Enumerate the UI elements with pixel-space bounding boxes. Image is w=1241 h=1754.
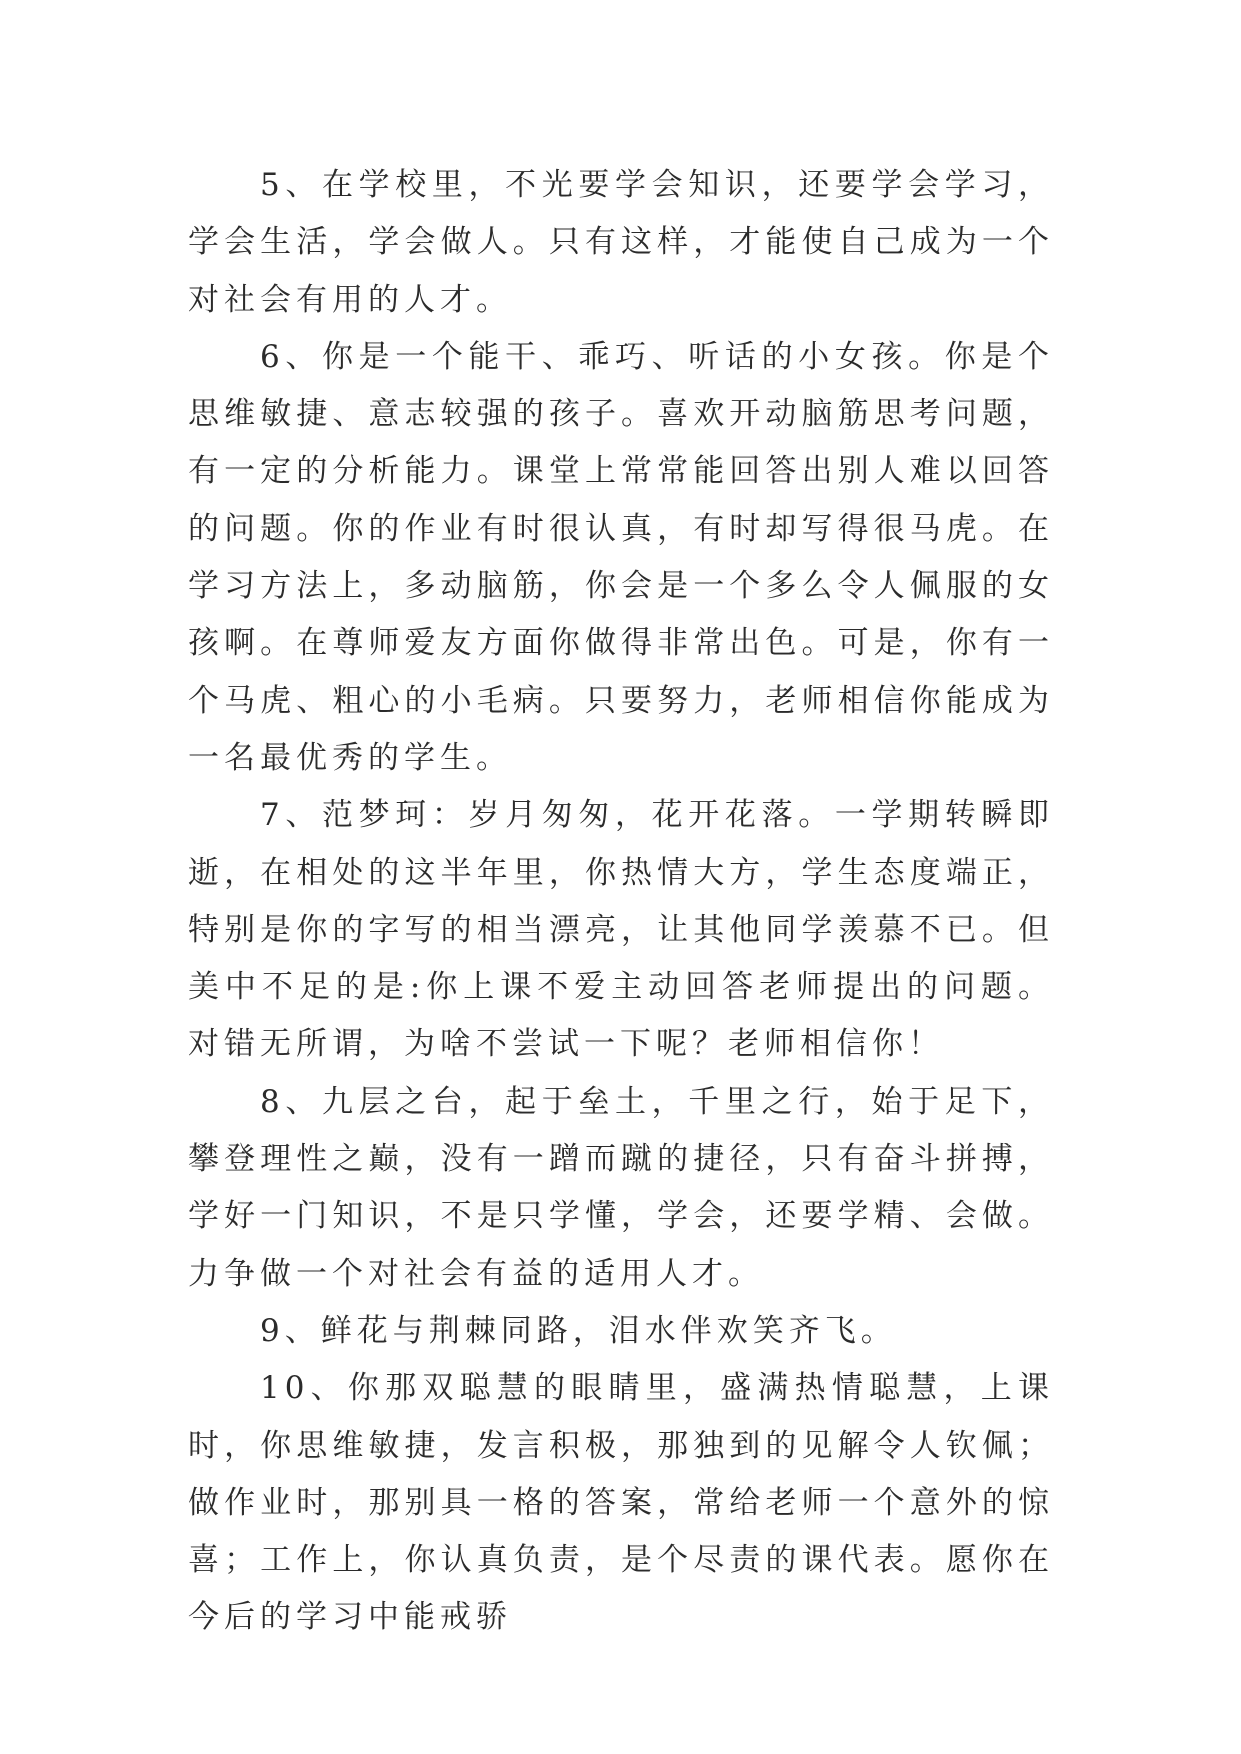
paragraph-comment-9: 9、鲜花与荆棘同路，泪水伴欢笑齐飞。 [260,1312,897,1349]
paragraph-comment-8: 8、九层之台，起于垒土，千里之行，始于足下，攀登理性之巅，没有一蹭而蹴的捷径，只有奋斗拼搏，学好一门知识，不是只学懂，学会，还要学精、会做。力争做一个对社会有益的适用人才。 [188,1083,1054,1292]
document-body [188,157,1054,1647]
paragraph-comment-10: 10、你那双聪慧的眼睛里，盛满热情聪慧，上课时，你思维敏捷，发言积极，那独到的见解令人钦佩；做作业时，那别具一格的答案，常给老师一个意外的惊喜；工作上，你认真负责，是个尽责的课代表。愿你在今后的学习中能戒骄 [188,1370,1054,1636]
paragraph-comment-7: 7、范梦珂：岁月匆匆，花开花落。一学期转瞬即逝，在相处的这半年里，你热情大方，学生态度端正，特别是你的字写的相当漂亮，让其他同学羡慕不已。但美中不足的是:你上课不爱主动回答老师提出的问题。对错无所谓，为啥不尝试一下呢？老师相信你！ [188,797,1054,1063]
paragraph-comment-5: 5、在学校里，不光要学会知识，还要学会学习，学会生活，学会做人。只有这样，才能使自己成为一个对社会有用的人才。 [188,167,1054,318]
paragraph-comment-6: 6、你是一个能干、乖巧、听话的小女孩。你是个思维敏捷、意志较强的孩子。喜欢开动脑筋思考问题，有一定的分析能力。课堂上常常能回答出别人难以回答的问题。你的作业有时很认真，有时却写得很马虎。在学习方法上，多动脑筋，你会是一个多么令人佩服的女孩啊。在尊师爱友方面你做得非常出色。可是，你有一个马虎、粗心的小毛病。只要努力，老师相信你能成为一名最优秀的学生。 [188,338,1054,776]
